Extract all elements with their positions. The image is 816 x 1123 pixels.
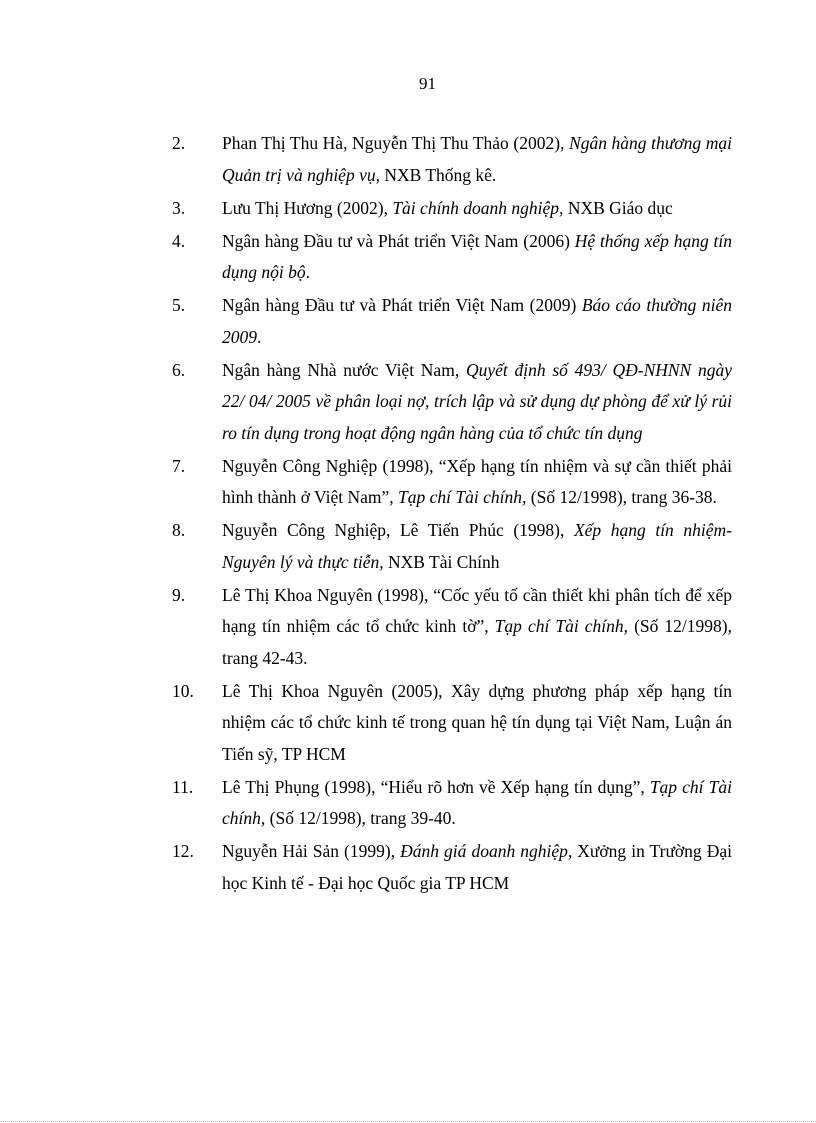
reference-number: 2.: [172, 133, 186, 153]
reference-text: [222, 772, 732, 835]
reference-number: 7.: [172, 455, 186, 476]
reference-text-segment: NXB Thống kê.: [379, 164, 497, 185]
page-bottom-divider: [0, 1121, 816, 1122]
reference-text-segment: Nguyễn Công Nghiệp, Lê Tiến Phúc (1998),: [222, 520, 574, 540]
reference-text-segment: (Số 12/1998), trang 36-38.: [526, 487, 717, 507]
reference-number: 12.: [172, 841, 194, 861]
reference-text-segment: Xưởng in Trường Đại học Kinh tế - Đại học Quốc gia TP HCM: [222, 841, 732, 893]
reference-item: [172, 451, 732, 514]
reference-number: 3.: [172, 197, 186, 218]
reference-text: [222, 226, 732, 289]
reference-text-segment: Ngân hàng Đầu tư và Phát triển Việt Nam (2006): [222, 230, 575, 251]
reference-text: [222, 515, 732, 578]
reference-title-italic: Hệ thống xếp hạng tín dụng nội bộ: [222, 230, 733, 282]
reference-item: [172, 290, 732, 353]
reference-title-italic: Tạp chí Tài chính,: [222, 776, 732, 828]
reference-text: [222, 193, 732, 225]
reference-text-segment: Lưu Thị Hương (2002),: [222, 197, 393, 218]
reference-text-segment: Lê Thị Khoa Nguyên (2005), Xây dựng phương pháp xếp hạng tín nhiệm các tổ chức kinh tế trong quan hệ tín dụng tại Việt Nam, Luận án Tiến sỹ, TP HCM: [222, 680, 732, 764]
reference-item: [172, 128, 732, 191]
reference-number: 8.: [172, 520, 186, 540]
reference-text-segment: Nguyễn Hải Sản (1999),: [222, 841, 401, 861]
reference-number: 10.: [172, 680, 194, 701]
reference-number: 6.: [172, 359, 186, 380]
reference-text: [222, 290, 732, 353]
reference-item: [172, 515, 732, 578]
reference-text-segment: Lê Thị Phụng (1998), “Hiểu rõ hơn về Xếp hạng tín dụng”,: [222, 776, 650, 797]
reference-text-segment: Ngân hàng Đầu tư và Phát triển Việt Nam (2009): [222, 295, 582, 315]
reference-title-italic: Tạp chí Tài chính,: [494, 616, 629, 636]
page-number: 91: [419, 74, 436, 93]
reference-text: [222, 676, 732, 771]
reference-text-segment: (Số 12/1998), trang 39-40.: [265, 808, 456, 828]
reference-text-segment: .: [305, 262, 310, 282]
reference-text: [222, 836, 732, 899]
reference-text-segment: Lê Thị Khoa Nguyên (1998), “Cốc yếu tố cần thiết khi phân tích để xếp hạng tín nhiệm các tổ chức kinh tờ”,: [222, 584, 732, 636]
reference-number: 5.: [172, 295, 186, 315]
reference-text: [222, 451, 732, 514]
reference-text-segment: Phan Thị Thu Hà, Nguyễn Thị Thu Thảo (2002),: [222, 133, 570, 153]
reference-text-segment: (Số 12/1998), trang 42-43.: [222, 616, 732, 668]
reference-list: [172, 128, 732, 901]
reference-number: 9.: [172, 584, 186, 605]
reference-item: [172, 193, 732, 225]
reference-text: [222, 355, 732, 450]
reference-title-italic: Báo cáo thường niên 2009: [222, 295, 732, 347]
reference-text: [222, 128, 732, 191]
reference-title-italic: Ngân hàng thương mại Quản trị và nghiệp vụ,: [222, 133, 732, 185]
reference-item: [172, 226, 732, 289]
reference-text: [222, 580, 732, 675]
reference-item: [172, 580, 732, 675]
reference-title-italic: Đánh giá doanh nghiệp,: [400, 841, 573, 861]
reference-item: [172, 676, 732, 771]
reference-item: [172, 355, 732, 450]
reference-item: [172, 772, 732, 835]
reference-number: 4.: [172, 230, 186, 251]
reference-text-segment: Ngân hàng Nhà nước Việt Nam,: [222, 359, 466, 380]
reference-item: [172, 836, 732, 899]
reference-number: 11.: [172, 776, 194, 797]
reference-text-segment: .: [257, 326, 262, 347]
reference-title-italic: Tài chính doanh nghiệp,: [392, 197, 564, 218]
reference-title-italic: Quyết định số 493/ QĐ-NHNN ngày 22/ 04/ 2005 về phân loại nợ, trích lập và sử dụng dự phòng để xử lý rủi ro tín dụng trong hoạt động ngân hàng của tổ chức tín dụng: [222, 359, 732, 443]
reference-text-segment: NXB Giáo dục: [563, 197, 673, 218]
reference-title-italic: Tạp chí Tài chính,: [398, 487, 527, 507]
reference-text-segment: Nguyễn Công Nghiệp (1998), “Xếp hạng tín nhiệm và sự cần thiết phải hình thành ở Việt Nam”,: [222, 455, 732, 507]
reference-text-segment: NXB Tài Chính: [383, 551, 500, 572]
reference-title-italic: Xếp hạng tín nhiệm-Nguyên lý và thực tiễn,: [222, 520, 732, 572]
